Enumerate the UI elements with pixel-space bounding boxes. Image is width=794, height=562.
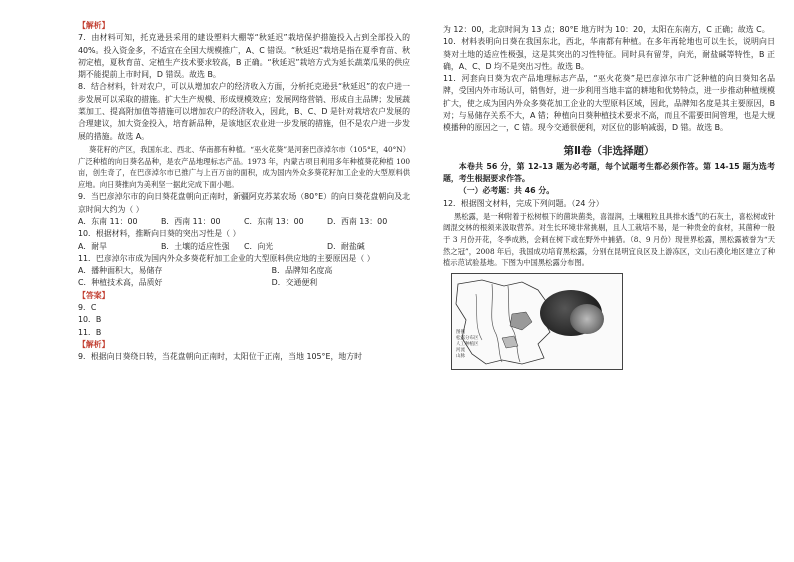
option-d: D．西南 13：00 bbox=[327, 216, 388, 226]
question-9-options bbox=[78, 216, 410, 228]
option-c: C．种植技术高，品质好 bbox=[78, 278, 163, 288]
material-intro: 葵花籽的产区，我国东北、西北、华南都有种植。“巫火花葵”是河套巴彦淖尔市（105°E，40°N）广泛种植的向日葵名品种，是农产品地理标志产品。1973 年，内蒙古项目利用多年种植葵花种植 100 亩，创生奇了，在巴彦淖尔市已推广与上百万亩的面积，成为国内外众多葵花籽加工企业的大型原料供应地。向日葵推向为美利坚一据此完成下面小题。 bbox=[78, 144, 410, 189]
option-b: B．西南 11：00 bbox=[161, 216, 221, 226]
legend-item: 河流 bbox=[456, 347, 465, 353]
explanation-q8: 8．结合材料，针对农户，可以从增加农户的经济收入方面，分析托克逊县“秋延迟”的农户进一步发展可以采取的措施。扩大生产规模、形成规模效应；发展网络营销、形成自主品牌；发展蔬菜加工、提高附加值等措施可以增加农户的经济收入，因此，B、C、D 是针对栽培农户发展的合理建议，加大资金投入，培育新品种，是该地区农业进一步发展的措施，但不是农户进一步发展的措施。故选 A。 bbox=[78, 82, 410, 141]
legend-item: 松露分布区 bbox=[456, 335, 479, 341]
option-b: B．品牌知名度高 bbox=[271, 266, 333, 276]
legend-item: 人工种植区 bbox=[456, 341, 479, 347]
option-a: A．东南 11：00 bbox=[78, 216, 138, 226]
option-a: A．耐旱 bbox=[78, 241, 108, 251]
truffle-cross-section-photo bbox=[570, 304, 604, 334]
legend-item: 山脉 bbox=[456, 353, 465, 359]
answer-9: 9．C bbox=[78, 303, 97, 313]
question-9: 9．当巴彦淖尔市的向日葵花盘朝向正南时，新疆阿克苏某农场（80°E）的向日葵花盘朝向及北京时间大约为（ ） bbox=[78, 192, 410, 214]
option-b: B．土壤的适应性强 bbox=[161, 241, 230, 251]
legend-title: 图例 bbox=[456, 329, 465, 335]
option-c: C．向光 bbox=[244, 241, 274, 251]
answer-label: 【答案】 bbox=[78, 290, 110, 300]
analysis-label-2: 【解析】 bbox=[78, 339, 110, 349]
explanation-q9: 9．根据向日葵绕日转，当花盘朝向正南时，太阳位于正南，当地 105°E，地方时 bbox=[78, 352, 363, 362]
question-12-material: 黑松露，是一种附着于松树根下的菌块菌类，喜湿润，土壤粗粒且具排水透气的石灰土，喜松树或针阔混交林的根须来汲取营养。对生长环境非常挑剔，且人工栽培不易，是一种贵金的食材，其菌种一般于 3 月份开花，冬季成熟，会刺在树下或在野外中捕猎。（8、9 月份）现世界松露，黑松露被誉为“天然之冠”，2008 年后，我国成功培育黑松露，分别在昆明宜良区及上游冻区，文山石漠化地区建立了种植示范试验基地。下图为中国黑松露分布图。 bbox=[443, 211, 775, 268]
option-c: C．东南 13：00 bbox=[244, 216, 304, 226]
left-column bbox=[78, 20, 410, 364]
part-2-description: 本卷共 56 分，第 12-13 题为必考题，每个试题考生都必须作答。第 14-15 题为选考题，考生根据要求作答。 bbox=[443, 161, 775, 183]
explanation-q7: 7．由材料可知，托克逊县采用的建设塑料大棚等“秋延迟”栽培保护措施投入占到全部投入的 40%。投入资金多，不适宜在全国大规模推广，A、C 错误。“秋延迟”栽培是指在夏季育苗、秋初定植，夏秋育苗、定植生产技术要求较高，B 正确。“秋延迟”栽培方式为延长蔬菜瓜果的供应期不能提前上市时间，D 错误。故选 B。 bbox=[78, 33, 410, 80]
explanation-q11: 11．河套向日葵为农产品地理标志产品，“巫火花葵”是巴彦淖尔市广泛种植的向日葵知名品牌，受国内外市场认可，销售好，进一步利用当地丰富的耕地和优势特点，进一步推动种植规模扩大，使之成为国内外众多葵花加工企业的大型原料区域，因此，品牌知名度是其主要原因，B 对；与易储存关系不大，A 错；种植向日葵种植技术要求不高，而且不需要田间管理，也是大规模播种的原因之一，C 错。现今交通很便利，对区位的影响减弱，D 错。故选 B。 bbox=[443, 74, 775, 133]
question-11: 11．巴彦淖尔市成为国内外众多葵花籽加工企业的大型原料供应地的主要原因是（ ） bbox=[78, 253, 375, 263]
question-12: 12．根据图文材料，完成下列问题。（24 分） bbox=[443, 198, 604, 208]
question-10-options bbox=[78, 241, 410, 253]
option-d: D．耐盐碱 bbox=[327, 241, 365, 251]
explanation-q9-continued: 为 12：00，北京时间为 13 点；80°E 地方时为 10：20，太阳在东南方，C 正确；故选 C。 bbox=[443, 25, 770, 34]
analysis-label: 【解析】 bbox=[78, 21, 110, 30]
part-2-title: 第Ⅱ卷（非选择题） bbox=[563, 144, 655, 157]
question-11-options bbox=[78, 265, 410, 290]
question-10: 10．根据材料，推断向日葵的突出习性是（ ） bbox=[78, 229, 241, 239]
option-d: D．交通便利 bbox=[271, 278, 318, 288]
right-column bbox=[443, 24, 775, 370]
answer-10: 10．B bbox=[78, 315, 102, 325]
truffle-distribution-map bbox=[451, 273, 623, 370]
explanation-q10: 10．材料表明向日葵在我国东北，西北，华南都有种植。在多年再轮地也可以生长，说明向日葵对土地的适应性极强，这是其突出的习性特征。同时具有留芽，向光，耐盐碱等特性，B 正确，A、C、D 均不是突出习性。故选 B。 bbox=[443, 37, 775, 71]
answer-11: 11．B bbox=[78, 327, 102, 337]
map-legend bbox=[456, 330, 479, 360]
required-section-label: （一）必考题：共 46 分。 bbox=[458, 186, 555, 196]
option-a: A．播种面积大，易储存 bbox=[78, 266, 163, 276]
